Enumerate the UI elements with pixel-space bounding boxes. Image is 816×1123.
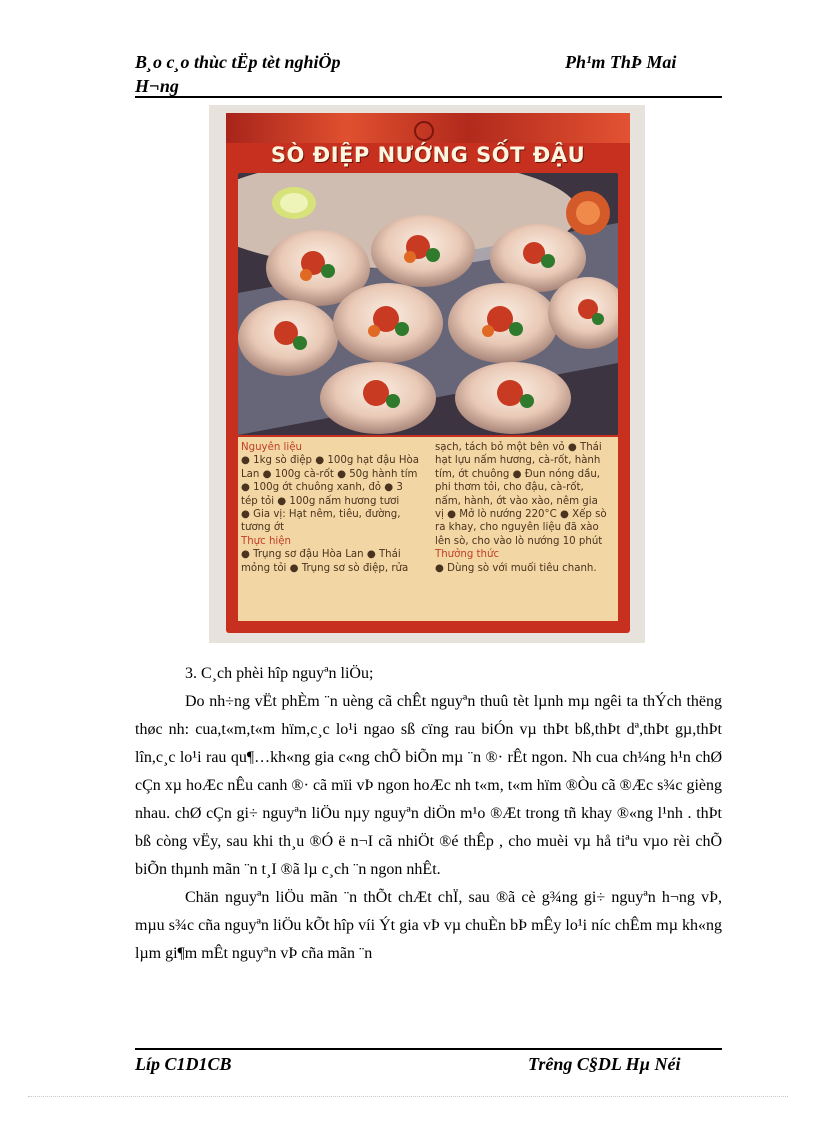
serving-heading: Thưởng thức (435, 549, 500, 561)
recipe-line: ra khay, cho nguyên liệu đã xào (435, 522, 599, 534)
recipe-line: lên sò, cho vào lò nướng 10 phút (435, 535, 603, 547)
recipe-card (226, 113, 630, 633)
method-heading: Thực hiện (241, 535, 291, 547)
page-header (135, 50, 722, 98)
header-title-line-1: B¸o c¸o thùc tËp tèt nghiÖp (135, 52, 341, 72)
recipe-line: ● Trụng sơ đậu Hòa Lan ● Thái (241, 549, 401, 561)
header-report-title (135, 50, 435, 98)
footer-school: Trêng C§DL Hµ Néi (528, 1054, 681, 1074)
recipe-line: ● Dùng sò với muối tiêu chanh. (435, 562, 597, 574)
recipe-figure (209, 105, 645, 643)
food-photo (238, 173, 618, 435)
recipe-line: nấm, hành, ớt vào xào, nêm gia (435, 495, 598, 507)
paragraph-2: Chän nguyªn liÖu mãn ¨n thÕt chÆt chÏ, sau ®ã cè g¾ng gi÷ nguyªn h¬ng vÞ, mµu s¾c cña nguyªn liÖu kÕt hîp víi Ýt gia vÞ vµ chuÈn bÞ mÊy lo¹i níc chÊm mµ kh«ng lµm gi¶m mÊt nguyªn vÞ cña mãn ¨n (135, 889, 722, 962)
section-heading: 3. C¸ch phèi hîp nguyªn liÖu; (185, 665, 374, 682)
recipe-text-panel (238, 437, 618, 621)
recipe-line: phi thơm tỏi, cho đậu, cà-rốt, (435, 482, 584, 494)
circle-ornament (414, 121, 434, 141)
header-author: Ph¹m ThÞ Mai (565, 52, 677, 72)
page-bottom-border (28, 1096, 788, 1097)
body-text (135, 660, 722, 968)
header-rule (135, 96, 722, 98)
recipe-line: ● Gia vị: Hạt nêm, tiêu, đường, (241, 509, 401, 521)
recipe-line: tương ớt (241, 522, 285, 534)
recipe-line: hạt lựu nấm hương, cà-rốt, hành (435, 455, 601, 467)
recipe-line: sạch, tách bỏ một bên vỏ ● Thái (435, 442, 602, 453)
recipe-line: ● 1kg sò điệp ● 100g hạt đậu Hòa (241, 455, 420, 467)
paragraph-1: Do nh÷ng vËt phÈm ¨n uèng cã chÊt nguyªn thuû tèt lµnh mµ ngêi ta thÝch thëng thøc nh: cua,t«m,t«m hïm,c¸c lo¹i ngao sß cïng rau biÓn vµ thÞt bß,thÞt dª,thÞt gµ,thÞt lîn,c¸c lo¹i rau qu¶…kh«ng gia c«ng chÕ biÕn mµ ¨n ®· rÊt ngon. Nh cua ch¼ng h¹n chØ cÇn xµ hoÆc nÊu canh ®· cã mïi vÞ ngon hoÆc nh t«m, t«m hïm ®Òu cã ®Æc s¾c gièng nhau. chØ cÇn gi÷ nguyªn liÖu nµy nguyªn diÖn m¹o ®Æt trong tñ khay ®«ng l¹nh . thÞt bß còng vËy, sau khi th¸u ®Ó ë n¬I cã nhiÖt ®é thÊp , cho muèi vµ hå tiªu vµo rèi chÕ biÕn thµnh mãn ¨n t¸I ®ã lµ c¸ch ¨n ngon nhÊt. (135, 693, 722, 878)
ingredients-heading: Nguyên liệu (241, 442, 302, 453)
recipe-title: SÒ ĐIỆP NƯỚNG SỐT ĐẬU (270, 143, 586, 167)
scallop-dish-illustration (238, 173, 618, 435)
recipe-right-column (435, 441, 617, 575)
recipe-line: mỏng tỏi ● Trụng sơ sò điệp, rửa (241, 562, 409, 574)
footer-class: Líp C1D1CB (135, 1054, 232, 1074)
footer-rule (135, 1048, 722, 1050)
recipe-line: ● 100g ớt chuông xanh, đỏ ● 3 (241, 482, 403, 494)
recipe-line: tím, ớt chuông ● Đun nóng dầu, (435, 468, 601, 480)
recipe-line: tép tỏi ● 100g nấm hương tươi (241, 495, 400, 507)
recipe-line: vị ● Mở lò nướng 220°C ● Xếp sò (435, 509, 607, 521)
header-title-line-2: H¬ng (135, 76, 179, 96)
recipe-line: Lan ● 100g cà-rốt ● 50g hành tím (241, 468, 418, 480)
recipe-left-column (241, 441, 423, 575)
